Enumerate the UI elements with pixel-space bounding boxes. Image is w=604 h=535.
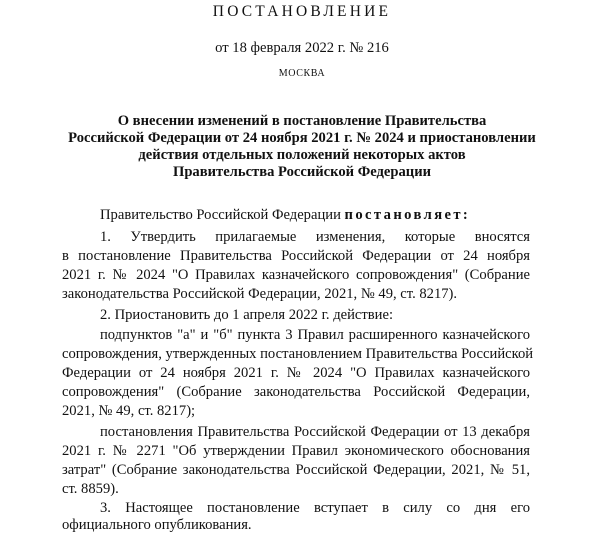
p1-line-1: 1. Утвердить прилагаемые изменения, которые вносятся bbox=[100, 229, 530, 245]
city-label: МОСКВА bbox=[278, 68, 326, 79]
p2b-line-4: ст. 8859). bbox=[62, 481, 119, 497]
p2-line: 2. Приостановить до 1 апреля 2022 г. действие: bbox=[100, 307, 394, 323]
p2b-line-3: затрат" (Собрание законодательства Российской Федерации, 2021, № 51, bbox=[62, 462, 530, 478]
heading-line-3: действия отдельных положений некоторых актов bbox=[138, 147, 466, 163]
document-title: ПОСТАНОВЛЕНИЕ bbox=[212, 3, 392, 20]
p2b-line-1: постановления Правительства Российской Федерации от 13 декабря bbox=[100, 424, 530, 440]
p2a-line-2: сопровождения, утвержденных постановлением Правительства Российской bbox=[62, 346, 534, 362]
p2a-line-4: сопровождения" (Собрание законодательства Российской Федерации, bbox=[62, 384, 530, 400]
p1-line-4: законодательства Российской Федерации, 2021, № 49, ст. 8217). bbox=[62, 286, 458, 302]
intro-verb: постановляет: bbox=[344, 207, 471, 223]
date-number-line: от 18 февраля 2022 г. № 216 bbox=[215, 40, 389, 56]
p2b-line-2: 2021 г. № 2271 "Об утверждении Правил экономического обоснования bbox=[62, 443, 530, 459]
p1-line-2: в постановление Правительства Российской Федерации от 24 ноября bbox=[62, 248, 530, 264]
p3-line-1: 3. Настоящее постановление вступает в силу со дня его bbox=[100, 500, 530, 516]
p3-line-2: официального опубликования. bbox=[62, 517, 252, 533]
heading-line-2: Российской Федерации от 24 ноября 2021 г. № 2024 и приостановлении bbox=[68, 130, 536, 146]
intro-line bbox=[100, 205, 470, 225]
heading-line-4: Правительства Российской Федерации bbox=[172, 164, 432, 180]
intro-prefix: Правительство Российской Федерации bbox=[100, 207, 345, 223]
p2a-line-1: подпунктов "а" и "б" пункта 3 Правил расширенного казначейского bbox=[100, 327, 530, 343]
p2a-line-5: 2021, № 49, ст. 8217); bbox=[62, 403, 196, 419]
p2a-line-3: Федерации от 24 ноября 2021 г. № 2024 "О Правилах казначейского bbox=[62, 365, 530, 381]
p1-line-3: 2021 г. № 2024 "О Правилах казначейского сопровождения" (Собрание bbox=[62, 267, 530, 283]
heading-line-1: О внесении изменений в постановление Правительства bbox=[117, 113, 487, 129]
